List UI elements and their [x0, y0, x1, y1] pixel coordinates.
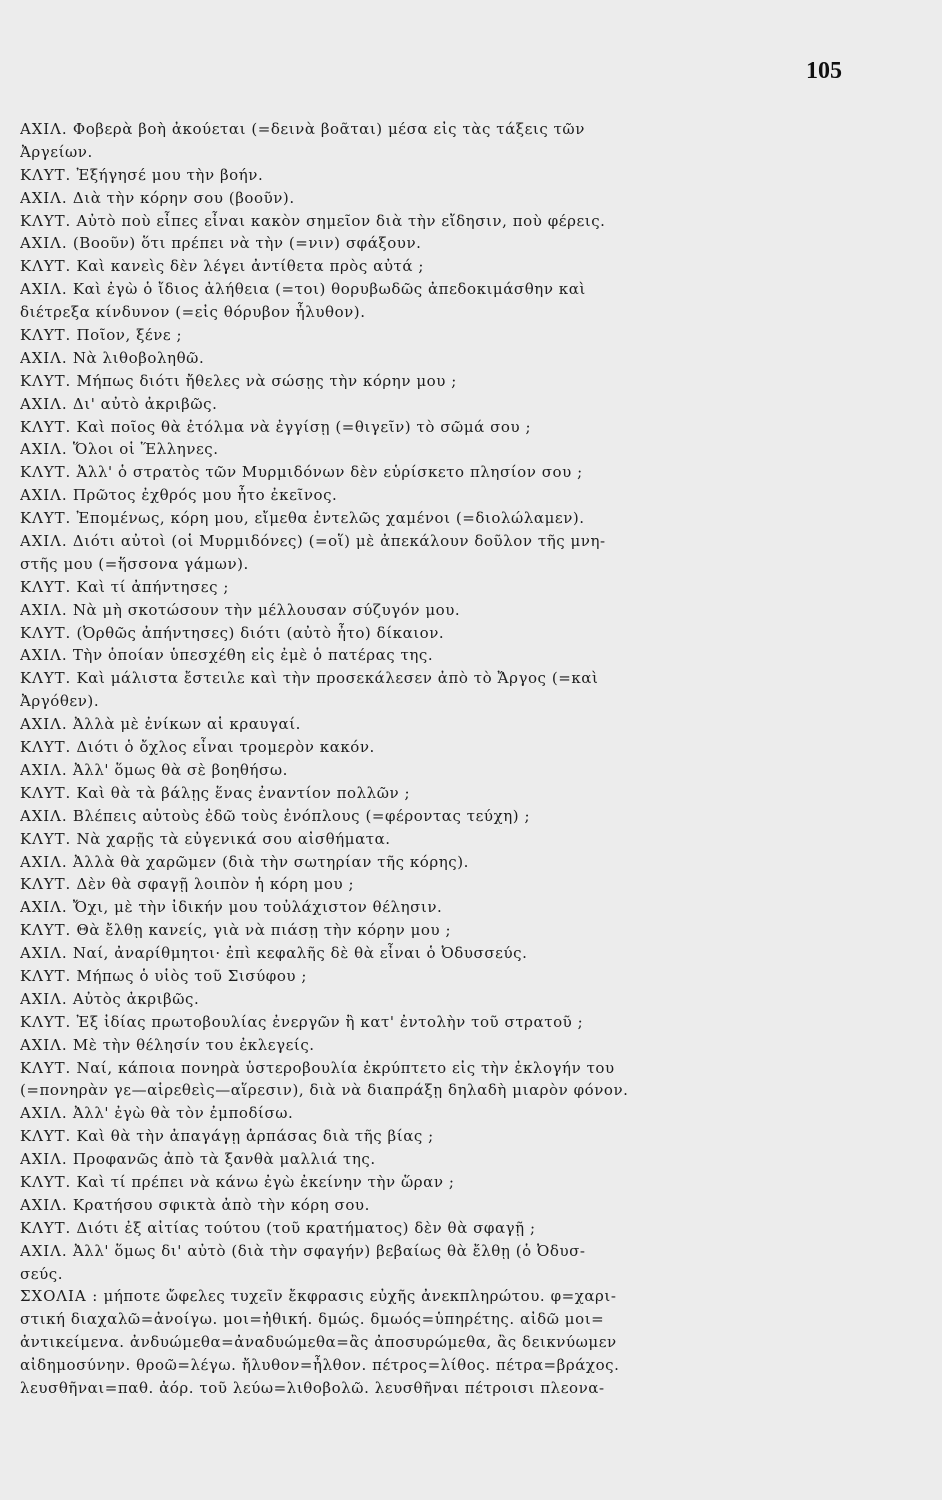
text-line	[20, 942, 860, 965]
text-line	[20, 1377, 860, 1400]
line-text: Ἀλλ' ὅμως θὰ σὲ βοηθήσω.	[72, 760, 288, 779]
text-line	[20, 667, 860, 690]
speaker-label: ΚΛΥΤ.	[20, 1058, 72, 1077]
text-line	[20, 851, 860, 874]
line-text: Μήπως ὁ υἱὸς τοῦ Σισύφου ;	[76, 966, 307, 985]
speaker-label: ΚΛΥΤ.	[20, 371, 72, 390]
text-line	[20, 919, 860, 942]
line-text: Καὶ τί πρέπει νὰ κάνω ἐγὼ ἐκείνην τὴν ὥραν ;	[76, 1172, 455, 1191]
line-text: ἀντικείμενα. ἀνδυώμεθα=ἀναδυώμεθα=ἂς ἀποσυρώμεθα, ἂς δεικνύωμεν	[20, 1333, 617, 1352]
speaker-label: ΚΛΥΤ.	[20, 1218, 72, 1237]
speaker-label: ΚΛΥΤ.	[20, 577, 72, 596]
line-text: Διὰ τὴν κόρην σου (βοοῦν).	[72, 188, 295, 207]
speaker-label: ΑΧΙΛ.	[20, 715, 68, 734]
text-line	[20, 1217, 860, 1240]
line-text: Ἐξ ἰδίας πρωτοβουλίας ἐνεργῶν ἢ κατ' ἐντολὴν τοῦ στρατοῦ ;	[76, 1012, 584, 1031]
speaker-label: ΚΛΥΤ.	[20, 1127, 72, 1146]
page-number: 105	[806, 58, 842, 84]
text-line	[20, 255, 860, 278]
speaker-label: ΑΧΙΛ.	[20, 234, 68, 253]
line-text: Ἀλλ' ὅμως δι' αὐτὸ (διὰ τὴν σφαγήν) βεβαίως θὰ ἔλθῃ (ὁ Ὀδυσ-	[72, 1241, 586, 1260]
text-line	[20, 393, 860, 416]
line-text: Διότι ὁ ὄχλος εἶναι τρομερὸν κακόν.	[76, 738, 375, 757]
text-line	[20, 301, 860, 324]
line-text: Ἐξήγησέ μου τὴν βοήν.	[76, 165, 264, 184]
line-text: διέτρεξα κίνδυνον (=εἰς θόρυβον ἦλυθον).	[20, 303, 366, 322]
line-text: Μήπως διότι ἤθελες νὰ σώσῃς τὴν κόρην μου ;	[76, 371, 457, 390]
text-line	[20, 805, 860, 828]
speaker-label: ΑΧΙΛ.	[20, 440, 68, 459]
text-line	[20, 1194, 860, 1217]
text-line	[20, 622, 860, 645]
speaker-label: ΚΛΥΤ.	[20, 257, 72, 276]
line-text: λευσθῆναι=παθ. ἀόρ. τοῦ λεύω=λιθοβολῶ. λευσθῆναι πέτροισι πλεονα-	[20, 1378, 605, 1397]
text-line	[20, 1102, 860, 1125]
speaker-label: ΑΧΙΛ.	[20, 1104, 68, 1123]
speaker-label: ΚΛΥΤ.	[20, 921, 72, 940]
text-line	[20, 736, 860, 759]
line-text: Πρῶτος ἐχθρός μου ἦτο ἐκεῖνος.	[72, 486, 338, 505]
line-text: Μὲ τὴν θέλησίν του ἐκλεγείς.	[72, 1035, 315, 1054]
speaker-label: ΑΧΙΛ.	[20, 1150, 68, 1169]
speaker-label: ΑΧΙΛ.	[20, 1241, 68, 1260]
text-line	[20, 896, 860, 919]
text-line	[20, 1308, 860, 1331]
line-text: Νὰ λιθοβοληθῶ.	[72, 348, 205, 367]
text-line	[20, 1285, 860, 1308]
text-line	[20, 599, 860, 622]
text-line	[20, 118, 860, 141]
line-text: Διότι αὐτοὶ (οἱ Μυρμιδόνες) (=οἵ) μὲ ἀπεκάλουν δοῦλον τῆς μνη-	[72, 532, 606, 551]
line-text: Διότι ἐξ αἰτίας τούτου (τοῦ κρατήματος) δὲν θὰ σφαγῇ ;	[76, 1218, 536, 1237]
line-text: Προφανῶς ἀπὸ τὰ ξανθὰ μαλλιά της.	[72, 1150, 376, 1169]
line-text: Καὶ κανεὶς δὲν λέγει ἀντίθετα πρὸς αὐτά ;	[76, 257, 424, 276]
speaker-label: ΑΧΙΛ.	[20, 600, 68, 619]
text-line	[20, 690, 860, 713]
line-text: σεύς.	[20, 1264, 64, 1283]
text-line	[20, 873, 860, 896]
speaker-label: ΑΧΙΛ.	[20, 394, 68, 413]
text-line	[20, 1057, 860, 1080]
text-line	[20, 484, 860, 507]
speaker-label: ΚΛΥΤ.	[20, 211, 72, 230]
line-text: Ἀλλὰ θὰ χαρῶμεν (διὰ τὴν σωτηρίαν τῆς κόρης).	[72, 852, 469, 871]
line-text: Καὶ ἐγὼ ὁ ἴδιος ἀλήθεια (=τοι) θορυβωδῶς ἀπεδοκιμάσθην καὶ	[72, 280, 586, 299]
speaker-label: ΚΛΥΤ.	[20, 623, 72, 642]
line-text: Ἀλλὰ μὲ ἐνίκων αἱ κραυγαί.	[72, 715, 301, 734]
text-line	[20, 438, 860, 461]
speaker-label: ΑΧΙΛ.	[20, 348, 68, 367]
text-line	[20, 576, 860, 599]
speaker-label: ΚΛΥΤ.	[20, 783, 72, 802]
text-line	[20, 416, 860, 439]
text-line	[20, 1354, 860, 1377]
line-text: Ἀργείων.	[20, 142, 93, 161]
text-line	[20, 530, 860, 553]
line-text: (=πονηρὰν γε—αἱρεθεὶς—αἵρεσιν), διὰ νὰ διαπράξῃ δηλαδὴ μιαρὸν φόνον.	[20, 1081, 629, 1100]
line-text: Δι' αὐτὸ ἀκριβῶς.	[72, 394, 218, 413]
speaker-label: ΑΧΙΛ.	[20, 1035, 68, 1054]
text-line	[20, 1011, 860, 1034]
speaker-label: ΚΛΥΤ.	[20, 738, 72, 757]
line-text: Ἐπομένως, κόρη μου, εἴμεθα ἐντελῶς χαμένοι (=διολώλαμεν).	[76, 509, 585, 528]
text-line	[20, 461, 860, 484]
speaker-label: ΑΧΙΛ.	[20, 120, 68, 138]
text-line	[20, 965, 860, 988]
line-text: Φοβερὰ βοὴ ἀκούεται (=δεινὰ βοᾶται) μέσα εἰς τὰς τάξεις τῶν	[72, 120, 585, 138]
text-line	[20, 164, 860, 187]
speaker-label: ΑΧΙΛ.	[20, 188, 68, 207]
text-line	[20, 1125, 860, 1148]
text-line	[20, 782, 860, 805]
line-text: Ἀργόθεν).	[20, 692, 100, 711]
text-line	[20, 1079, 860, 1102]
speaker-label: ΑΧΙΛ.	[20, 944, 68, 963]
line-text: (Βοοῦν) ὅτι πρέπει νὰ τὴν (=νιν) σφάξουν.	[72, 234, 422, 253]
text-line	[20, 988, 860, 1011]
line-text: Ὄχι, μὲ τὴν ἰδικήν μου τοὐλάχιστον θέλησιν.	[72, 898, 443, 917]
line-text: Αὐτὸ ποὺ εἶπες εἶναι κακὸν σημεῖον διὰ τὴν εἴδησιν, ποὺ φέρεις.	[76, 211, 606, 230]
line-text: αἰδημοσύνην. θροῶ=λέγω. ἤλυθον=ἦλθον. πέτρος=λίθος. πέτρα=βράχος.	[20, 1356, 620, 1375]
speaker-label: ΣΧΟΛΙΑ :	[20, 1287, 99, 1306]
line-text: Καὶ τί ἀπήντησες ;	[76, 577, 229, 596]
speaker-label: ΚΛΥΤ.	[20, 829, 72, 848]
text-line	[20, 644, 860, 667]
speaker-label: ΚΛΥΤ.	[20, 875, 72, 894]
speaker-label: ΑΧΙΛ.	[20, 1195, 68, 1214]
text-line	[20, 1034, 860, 1057]
speaker-label: ΑΧΙΛ.	[20, 280, 68, 299]
text-line	[20, 1171, 860, 1194]
line-text: Καὶ μάλιστα ἔστειλε καὶ τὴν προσεκάλεσεν ἀπὸ τὸ Ἄργος (=καὶ	[76, 669, 599, 688]
line-text: Ναί, κάποια πονηρὰ ὑστεροβουλία ἐκρύπτετο εἰς τὴν ἐκλογήν του	[76, 1058, 615, 1077]
line-text: Αὐτὸς ἀκριβῶς.	[72, 989, 200, 1008]
text-line	[20, 713, 860, 736]
speaker-label: ΑΧΙΛ.	[20, 646, 68, 665]
speaker-label: ΑΧΙΛ.	[20, 532, 68, 551]
line-text: στῆς μου (=ἥσσονα γάμων).	[20, 554, 249, 573]
line-text: (Ὀρθῶς ἀπήντησες) διότι (αὐτὸ ἦτο) δίκαιον.	[76, 623, 445, 642]
text-line	[20, 210, 860, 233]
text-line	[20, 1148, 860, 1171]
text-line	[20, 324, 860, 347]
line-text: Ποῖον, ξένε ;	[76, 326, 183, 345]
speaker-label: ΑΧΙΛ.	[20, 806, 68, 825]
line-text: Κρατήσου σφικτὰ ἀπὸ τὴν κόρη σου.	[72, 1195, 370, 1214]
speaker-label: ΚΛΥΤ.	[20, 1172, 72, 1191]
line-text: Νὰ μὴ σκοτώσουν τὴν μέλλουσαν σύζυγόν μου.	[72, 600, 461, 619]
speaker-label: ΚΛΥΤ.	[20, 165, 72, 184]
line-text: Νὰ χαρῇς τὰ εὐγενικά σου αἰσθήματα.	[76, 829, 391, 848]
speaker-label: ΚΛΥΤ.	[20, 966, 72, 985]
speaker-label: ΑΧΙΛ.	[20, 852, 68, 871]
text-line	[20, 759, 860, 782]
speaker-label: ΑΧΙΛ.	[20, 989, 68, 1008]
line-text: Ναί, ἀναρίθμητοι· ἐπὶ κεφαλῆς δὲ θὰ εἶναι ὁ Ὀδυσσεύς.	[72, 944, 528, 963]
text-line	[20, 553, 860, 576]
speaker-label: ΚΛΥΤ.	[20, 326, 72, 345]
line-text: Ἀλλ' ἐγὼ θὰ τὸν ἐμποδίσω.	[72, 1104, 294, 1123]
speaker-label: ΚΛΥΤ.	[20, 417, 72, 436]
text-line	[20, 347, 860, 370]
line-text: Βλέπεις αὐτοὺς ἐδῶ τοὺς ἐνόπλους (=φέροντας τεύχη) ;	[72, 806, 531, 825]
line-text: Δὲν θὰ σφαγῇ λοιπὸν ἡ κόρη μου ;	[76, 875, 355, 894]
speaker-label: ΚΛΥΤ.	[20, 1012, 72, 1031]
text-line	[20, 828, 860, 851]
text-line	[20, 232, 860, 255]
text-line	[20, 187, 860, 210]
speaker-label: ΚΛΥΤ.	[20, 463, 72, 482]
speaker-label: ΑΧΙΛ.	[20, 760, 68, 779]
dialogue-text	[20, 118, 860, 1400]
line-text: Καὶ ποῖος θὰ ἐτόλμα νὰ ἐγγίσῃ (=θιγεῖν) τὸ σῶμά σου ;	[76, 417, 532, 436]
line-text: Ἀλλ' ὁ στρατὸς τῶν Μυρμιδόνων δὲν εὑρίσκετο πλησίον σου ;	[76, 463, 583, 482]
text-line	[20, 141, 860, 164]
speaker-label: ΚΛΥΤ.	[20, 509, 72, 528]
text-line	[20, 278, 860, 301]
line-text: στική διαχαλῶ=ἀνοίγω. μοι=ἠθική. δμώς. δμωός=ὑπηρέτης. αἰδῶ μοι=	[20, 1310, 605, 1329]
text-line	[20, 1263, 860, 1286]
line-text: Τὴν ὁποίαν ὑπεσχέθη εἰς ἐμὲ ὁ πατέρας της.	[72, 646, 434, 665]
text-line	[20, 507, 860, 530]
line-text: Ὅλοι οἱ Ἕλληνες.	[72, 440, 219, 459]
line-text: Καὶ θὰ τὴν ἀπαγάγῃ ἁρπάσας διὰ τῆς βίας ;	[76, 1127, 434, 1146]
line-text: Θὰ ἔλθῃ κανείς, γιὰ νὰ πιάσῃ τὴν κόρην μου ;	[76, 921, 452, 940]
speaker-label: ΑΧΙΛ.	[20, 486, 68, 505]
text-line	[20, 1240, 860, 1263]
text-line	[20, 370, 860, 393]
speaker-label: ΑΧΙΛ.	[20, 898, 68, 917]
speaker-label: ΚΛΥΤ.	[20, 669, 72, 688]
line-text: μήποτε ὤφελες τυχεῖν ἔκφρασις εὐχῆς ἀνεκπληρώτου. φ=χαρι-	[103, 1287, 617, 1306]
line-text: Καὶ θὰ τὰ βάλῃς ἕνας ἐναντίον πολλῶν ;	[76, 783, 411, 802]
text-line	[20, 1331, 860, 1354]
